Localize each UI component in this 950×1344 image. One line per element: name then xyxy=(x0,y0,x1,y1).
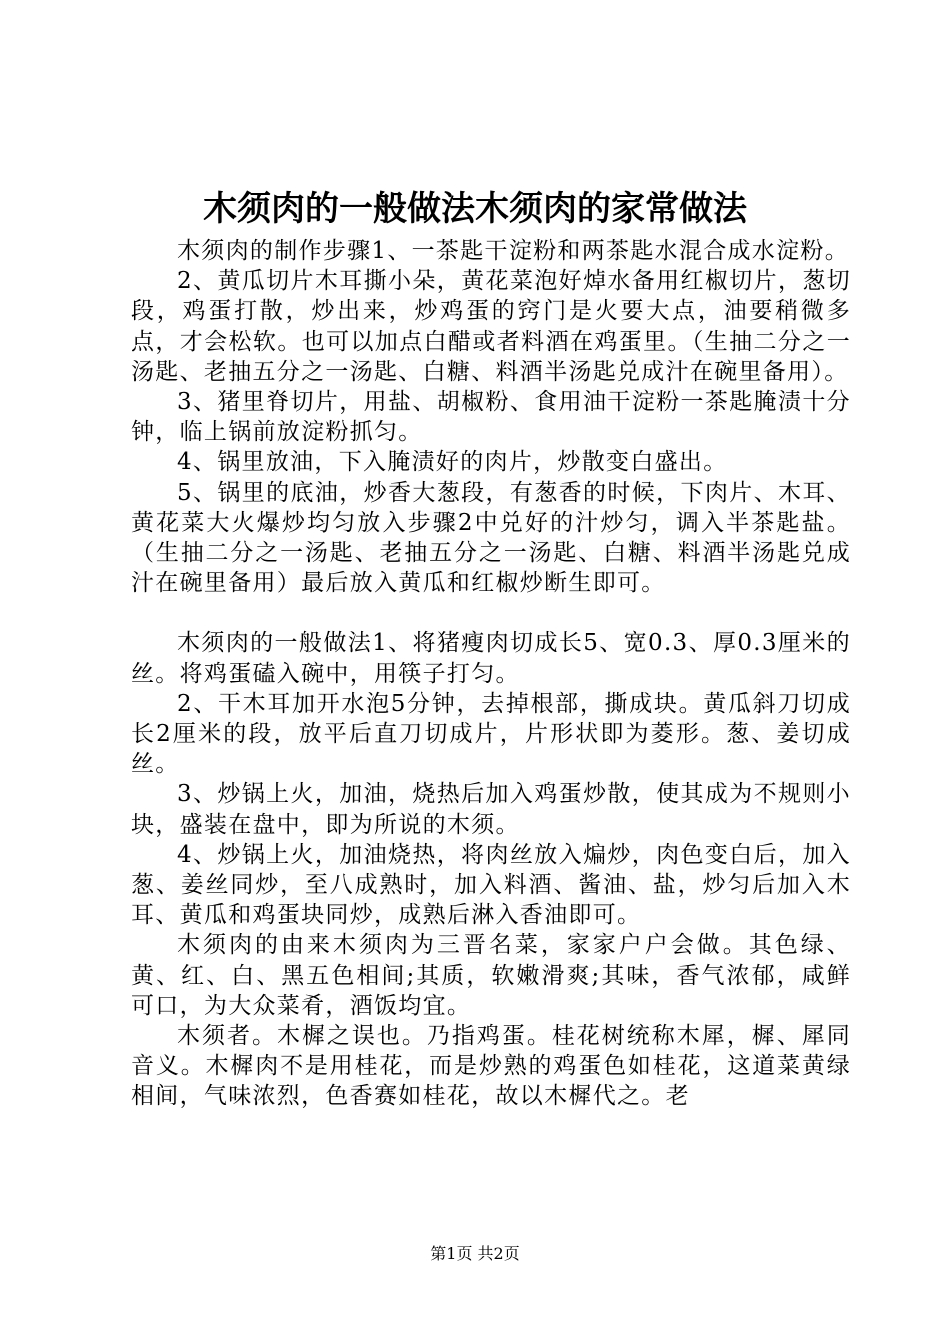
paragraph: 木须者。木樨之误也。乃指鸡蛋。桂花树统称木犀，樨、犀同音义。木樨肉不是用桂花，而是炒熟的鸡蛋色如桂花，这道菜黄绿相间，气味浓烈，色香赛如桂花，故以木樨代之。老 xyxy=(131,1023,851,1110)
paragraph: 2、黄瓜切片木耳撕小朵，黄花菜泡好焯水备用红椒切片，葱切段，鸡蛋打散，炒出来，炒鸡蛋的窍门是火要大点，油要稍微多点，才会松软。也可以加点白醋或者料酒在鸡蛋里。（生抽二分之一汤匙、老抽五分之一汤匙、白糖、料酒半汤匙兑成汁在碗里备用）。 xyxy=(131,268,851,385)
paragraph: 3、猪里脊切片，用盐、胡椒粉、食用油干淀粉一茶匙腌渍十分钟，临上锅前放淀粉抓匀。 xyxy=(131,389,851,446)
paragraph: 3、炒锅上火，加油，烧热后加入鸡蛋炒散，使其成为不规则小块，盛装在盘中，即为所说的木须。 xyxy=(131,781,851,838)
paragraph: 木须肉的由来木须肉为三晋名菜，家家户户会做。其色绿、黄、红、白、黑五色相间;其质，软嫩滑爽;其味，香气浓郁，咸鲜可口，为大众菜肴，酒饭均宜。 xyxy=(131,932,851,1019)
paragraph: 木须肉的一般做法1、将猪瘦肉切成长5、宽0.3、厚0.3厘米的丝。将鸡蛋磕入碗中，用筷子打匀。 xyxy=(131,630,851,687)
paragraph: 5、锅里的底油，炒香大葱段，有葱香的时候，下肉片、木耳、黄花菜大火爆炒均匀放入步骤2中兑好的汁炒匀，调入半茶匙盐。（生抽二分之一汤匙、老抽五分之一汤匙、白糖、料酒半汤匙兑成汁在碗里备用）最后放入黄瓜和红椒炒断生即可。 xyxy=(131,479,851,597)
page-footer: 第1页 共2页 xyxy=(430,1244,520,1263)
paragraph: 4、锅里放油，下入腌渍好的肉片，炒散变白盛出。 xyxy=(177,449,728,476)
paragraph: 木须肉的制作步骤1、一茶匙干淀粉和两茶匙水混合成水淀粉。 xyxy=(177,238,850,264)
paragraph: 4、炒锅上火，加油烧热，将肉丝放入煸炒，肉色变白后，加入葱、姜丝同炒，至八成熟时，加入料酒、酱油、盐，炒匀后加入木耳、黄瓜和鸡蛋块同炒，成熟后淋入香油即可。 xyxy=(131,841,851,929)
document-body xyxy=(131,236,851,1112)
document-title: 木须肉的一般做法木须肉的家常做法 xyxy=(203,189,747,229)
paragraph: 2、干木耳加开水泡5分钟，去掉根部，撕成块。黄瓜斜刀切成长2厘米的段，放平后直刀切成片，片形状即为菱形。葱、姜切成丝。 xyxy=(131,690,851,778)
